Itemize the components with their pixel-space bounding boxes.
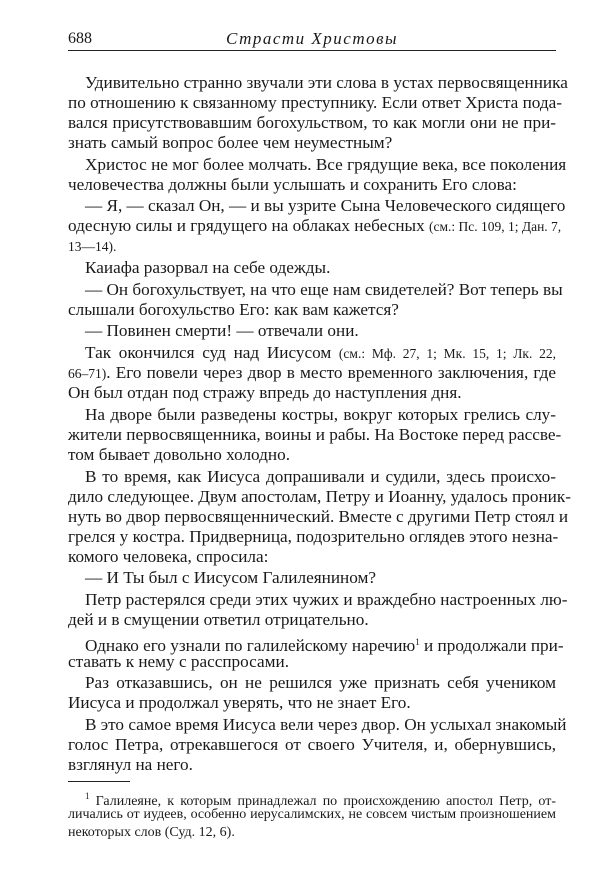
text-segment: Так окончился суд над Иисусом (85, 343, 339, 363)
text-segment: Однако его узнали по галилейскому наречию (85, 635, 416, 655)
citation: 13—14). (68, 239, 117, 255)
text-segment: грелся у костра. Придверница, подозрительно оглядев этого незна- (68, 526, 559, 546)
text-segment: В то время, как Иисуса допрашивали и судили, здесь происхо- (85, 466, 556, 486)
text-segment: нуть во двор первосвященнический. Вместе с другими Петр стоял и (68, 506, 569, 526)
text-segment: взглянул на него. (68, 754, 193, 774)
text-segment: дей и в смущении ответил отрицательно. (68, 609, 369, 629)
paragraph (68, 568, 556, 588)
paragraph (68, 466, 571, 567)
paragraph (68, 343, 556, 403)
text-line (68, 735, 556, 755)
text-segment: . Его повели через двор в место временного заключения, где (106, 363, 556, 383)
paragraph (68, 321, 556, 341)
text-segment: жители первосвященника, воины и рабы. На Востоке перед рассве- (68, 424, 562, 444)
text-line (68, 343, 556, 363)
text-line (68, 321, 556, 341)
text-segment: Он был отдан под стражу впредь до наступления дня. (68, 383, 462, 403)
paragraph (68, 73, 568, 153)
footnote-marker: 1 (85, 791, 90, 801)
main-text (68, 73, 571, 775)
text-line (68, 154, 567, 175)
citation: (см.: Пс. 109, 1; Дан. 7, (428, 219, 562, 235)
text-segment: знать самый вопрос более чем неуместным? (68, 133, 393, 152)
text-line (68, 787, 556, 809)
text-line (68, 755, 556, 775)
paragraph (68, 196, 566, 256)
text-segment: том бывает довольно холодно. (68, 444, 290, 464)
text-line (68, 216, 562, 236)
text-line (68, 589, 568, 610)
text-line (68, 714, 567, 735)
paragraph (68, 714, 567, 775)
text-segment: слышали богохульство Его: как вам кажется? (68, 299, 399, 319)
text-line (68, 824, 556, 843)
text-segment: Раз отказавшись, он не решился уже признать себя учеником (85, 673, 556, 693)
text-segment: по отношению к связанному преступнику. Если ответ Христа пода- (68, 93, 562, 112)
text-line (68, 258, 556, 278)
paragraph (68, 154, 567, 195)
text-segment: Петр растерялся среди этих чужих и враждебно настроенных лю- (85, 589, 568, 609)
text-line (68, 568, 556, 588)
text-segment: В это самое время Иисуса вели через двор. Он услыхал знакомый (85, 714, 567, 734)
text-line (68, 175, 556, 195)
text-segment: Христос не мог более молчать. Все грядущие века, все поколения (85, 154, 567, 174)
text-line (68, 133, 556, 153)
text-line (68, 383, 556, 403)
text-segment: Удивительно странно звучали эти слова в устах первосвященника (85, 73, 568, 92)
text-line (68, 279, 563, 300)
text-line (68, 610, 556, 630)
text-segment: — Повинен смерти! — отвечали они. (85, 321, 359, 341)
text-segment: дило следующее. Двум апостолам, Петру и Иоанну, удалось проник- (68, 486, 571, 506)
text-segment: Каиафа разорвал на себе одежды. (85, 258, 331, 278)
text-segment: Галилеяне, к которым принадлежал по происхождению апостол Петр, от- (89, 794, 556, 809)
text-line (68, 526, 559, 547)
text-line (68, 196, 566, 216)
footnote-marker: 1 (415, 636, 420, 647)
text-line (68, 632, 564, 655)
citation: 66–71) (68, 366, 107, 382)
text-line (68, 486, 571, 507)
text-segment: — Он богохульствует, на что еще нам свидетелей? Вот теперь вы (85, 279, 563, 299)
citation: (см.: Мф. 27, 1; Мк. 15, 1; Лк. 22, (338, 346, 556, 362)
text-segment: — Я, — сказал Он, — и вы узрите Сына Человеческого сидящего (85, 196, 566, 216)
text-segment: голос Петра, отрекавшегося от своего Учителя, и, обернувшись, (68, 734, 556, 754)
running-title: Страсти Христовы (225, 29, 399, 48)
text-line (68, 445, 556, 465)
paragraph (68, 258, 556, 278)
text-segment: На дворе были разведены костры, вокруг которых грелись слу- (85, 404, 556, 424)
text-line (68, 467, 556, 487)
footnote (68, 787, 556, 843)
paragraph (68, 279, 563, 320)
text-segment: некоторых слов (Суд. 12, 6). (68, 825, 235, 840)
paragraph (68, 632, 564, 672)
text-segment: вался присутствовавшим богохульством, то как могли они не при- (68, 113, 556, 132)
text-line (68, 73, 568, 93)
text-segment: одесную силы и грядущего на облаках небесных (68, 216, 429, 236)
text-segment: Иисуса и продолжал уверять, что не знает Его. (68, 693, 411, 713)
text-line (68, 113, 556, 133)
text-segment: комого человека, спросила: (68, 546, 269, 566)
paragraph (68, 404, 562, 465)
text-line (68, 405, 556, 425)
text-line (68, 693, 556, 713)
paragraph (68, 673, 556, 713)
text-line (68, 93, 562, 113)
paragraph (68, 589, 568, 630)
text-line (68, 506, 569, 527)
text-segment: и продолжали при- (419, 635, 564, 655)
text-line (68, 424, 562, 445)
text-line (68, 547, 556, 567)
footnote-divider (68, 781, 130, 782)
text-segment: — И Ты был с Иисусом Галилеянином? (85, 568, 376, 588)
text-segment: ставать к нему с расспросами. (68, 651, 289, 671)
text-segment: личались от иудеев, особенно иерусалимских, не совсем чистым произношением (68, 806, 556, 822)
text-segment: человечества должны были услышать и сохранить Его слова: (68, 174, 517, 194)
text-line (68, 806, 556, 825)
text-line (68, 673, 556, 693)
text-line (68, 363, 556, 383)
text-line (68, 236, 556, 256)
page-number: 688 (68, 30, 92, 47)
running-header (68, 28, 556, 51)
text-line (68, 300, 556, 320)
